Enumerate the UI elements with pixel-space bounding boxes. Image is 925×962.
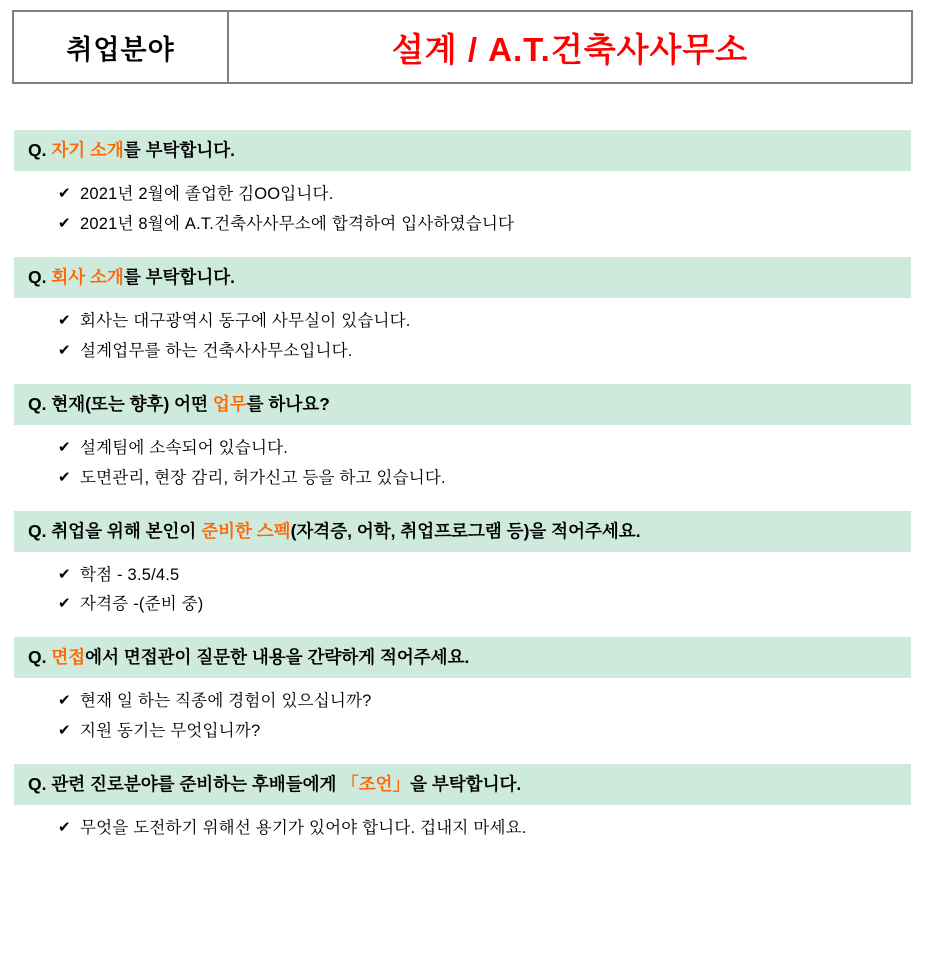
question-segment: 현재(또는 향후) 어떤 <box>46 393 213 414</box>
check-icon: ✔ <box>58 468 71 486</box>
question-segment: 를 하나요? <box>246 393 330 414</box>
check-icon: ✔ <box>58 722 71 740</box>
question-bar <box>14 637 911 678</box>
question-text <box>28 394 897 415</box>
question-prefix: Q. <box>28 774 47 795</box>
answer-item <box>58 437 911 461</box>
answer-item <box>58 817 911 841</box>
header-table <box>12 10 913 84</box>
question-highlight: 「조언」 <box>341 774 411 795</box>
answer-text: 설계팀에 소속되어 있습니다. <box>80 438 289 457</box>
check-icon: ✔ <box>58 438 71 456</box>
qa-block <box>14 130 911 249</box>
question-segment: (자격증, 어학, 취업프로그램 등)을 적어주세요. <box>290 520 641 541</box>
answer-text: 2021년 2월에 졸업한 김OO입니다. <box>80 185 334 203</box>
question-prefix: Q. <box>28 140 47 160</box>
answer-item <box>58 690 911 714</box>
question-text <box>28 774 897 795</box>
check-icon: ✔ <box>58 214 71 232</box>
answer-text: 2021년 8월에 A.T.건축사사무소에 합격하여 입사하였습니다 <box>80 214 515 233</box>
answer-text: 회사는 대구광역시 동구에 사무실이 있습니다. <box>80 311 411 330</box>
answer-item <box>58 564 911 588</box>
answer-list <box>14 298 911 376</box>
check-icon: ✔ <box>58 565 71 583</box>
check-icon: ✔ <box>58 595 71 613</box>
question-segment: 을 부탁합니다. <box>410 774 522 795</box>
qa-block <box>14 257 911 376</box>
question-text <box>28 647 897 668</box>
answer-item <box>58 310 911 334</box>
question-prefix: Q. <box>28 647 47 668</box>
check-icon: ✔ <box>58 311 71 329</box>
question-segment: 에서 면접관이 질문한 내용을 간략하게 적어주세요. <box>85 647 470 668</box>
question-text <box>28 521 897 542</box>
answer-text: 학점 - 3.5/4.5 <box>80 565 180 584</box>
qa-block <box>14 637 911 756</box>
answer-item <box>58 340 911 364</box>
question-segment: 를 부탁합니다. <box>123 140 235 160</box>
answer-list <box>14 425 911 503</box>
header-label-text: 취업분야 <box>66 34 175 65</box>
question-segment: 취업을 위해 본인이 <box>46 520 202 541</box>
answer-list <box>14 552 911 630</box>
check-icon: ✔ <box>58 819 71 837</box>
question-segment: 관련 진로분야를 준비하는 후배들에게 <box>46 774 342 795</box>
answer-text: 자격증 -(준비 중) <box>80 595 204 614</box>
question-bar <box>14 384 911 425</box>
qa-block <box>14 384 911 503</box>
answer-list <box>14 805 911 853</box>
question-bar <box>14 257 911 298</box>
qa-block <box>14 511 911 630</box>
question-highlight: 업무 <box>212 393 247 414</box>
check-icon: ✔ <box>58 185 71 202</box>
answer-item <box>58 467 911 491</box>
header-title-cell <box>229 12 911 82</box>
qa-list <box>14 130 911 853</box>
answer-text: 무엇을 도전하기 위해선 용기가 있어야 합니다. 겁내지 마세요. <box>80 819 527 838</box>
question-segment: 를 부탁합니다. <box>123 266 235 287</box>
check-icon: ✔ <box>58 692 71 710</box>
question-highlight: 준비한 스펙 <box>201 520 291 541</box>
question-text <box>28 140 897 161</box>
header-title-text: 설계 / A.T.건축사사무소 <box>391 30 749 68</box>
answer-item <box>58 213 911 237</box>
qa-block <box>14 764 911 853</box>
answer-text: 설계업무를 하는 건축사사무소입니다. <box>80 341 353 360</box>
answer-item <box>58 183 911 207</box>
question-highlight: 회사 소개 <box>46 266 124 287</box>
answer-item <box>58 593 911 617</box>
answer-item <box>58 720 911 744</box>
question-bar <box>14 130 911 171</box>
answer-text: 도면관리, 현장 감리, 허가신고 등을 하고 있습니다. <box>80 468 446 487</box>
question-prefix: Q. <box>28 266 47 287</box>
answer-list <box>14 678 911 756</box>
answer-text: 지원 동기는 무엇입니까? <box>80 722 261 741</box>
question-highlight: 자기 소개 <box>46 140 124 160</box>
document-page <box>0 10 925 962</box>
answer-text: 현재 일 하는 직종에 경험이 있으십니까? <box>80 692 372 711</box>
question-bar <box>14 511 911 552</box>
question-text <box>28 267 897 288</box>
question-prefix: Q. <box>28 520 47 541</box>
check-icon: ✔ <box>58 341 71 359</box>
header-label-cell <box>14 12 229 82</box>
question-highlight: 면접 <box>46 647 86 668</box>
answer-list <box>14 171 911 249</box>
question-bar <box>14 764 911 805</box>
question-prefix: Q. <box>28 393 47 414</box>
